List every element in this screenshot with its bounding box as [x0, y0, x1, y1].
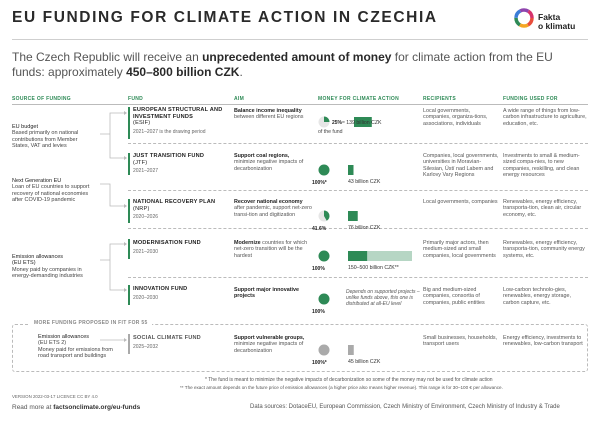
share-label: 25% — [332, 120, 343, 126]
col-money: MONEY FOR CLIMATE ACTION — [318, 96, 399, 102]
source-name2: (EU ETS) — [12, 260, 36, 267]
page-title: EU FUNDING FOR CLIMATE ACTION IN CZECHIA — [12, 9, 438, 26]
fund-abbr: (NRP) — [133, 205, 150, 212]
amount-bar-range — [367, 251, 412, 261]
fund-social — [133, 335, 229, 350]
fund-innovation — [133, 286, 229, 301]
version: VERSION 2022-03-17 LICENCE CC BY 4.0 — [12, 394, 98, 399]
fund-accent — [128, 285, 130, 305]
aim-bold: Support coal regions, — [234, 153, 290, 159]
fund-name: SOCIAL CLIMATE FUND — [133, 335, 201, 341]
aim-bold: Recover national economy — [234, 199, 303, 205]
share-label: 100% — [312, 309, 325, 315]
money-chart — [312, 104, 422, 368]
source-ets2 — [38, 334, 118, 360]
recipients-nrp: Local governments, companies — [423, 199, 498, 205]
aim-rest: after pandemic, support net-zero transi-tion and digitization — [234, 205, 312, 218]
recipients-social: Small businesses, households, transport users — [423, 335, 498, 348]
source-name: Emission allowances — [38, 334, 90, 340]
footnote-1: * The fund is meant to minimize the negative impacts of decarbonization so some of the money may not be used for climate action — [205, 377, 493, 383]
source-ets — [12, 254, 96, 280]
fund-jtf — [133, 153, 229, 174]
footnote-2: ** The exact amount depends on the future price of emission allowances (a higher price also means higher revenue). This range is for 30–100 € per allowance. — [180, 385, 503, 390]
used-esif: A wide range of things from low-carbon infrastructure to agriculture, education, etc. — [503, 108, 587, 127]
aim-bold: Support vulnerable groups, — [234, 335, 305, 341]
fund-years: 2021–2027 — [133, 168, 159, 175]
amount-label: 45 billion CZK — [348, 359, 381, 365]
logo-line1: Fakta — [538, 12, 561, 22]
fund-accent — [128, 199, 130, 223]
aim-bold: Support major innovative projects — [234, 287, 299, 300]
logo-line2: o klimatu — [538, 21, 576, 31]
source-eu-budget — [12, 124, 96, 150]
fund-accent — [128, 107, 130, 139]
fund-nrp — [133, 199, 229, 220]
aim-bold: Balance income inequality — [234, 108, 302, 114]
recipients-innovation: Big and medium-sized companies, consortia of companies, public entities — [423, 287, 485, 306]
share-pie — [319, 165, 330, 176]
aim-modernisation — [234, 240, 314, 259]
fund-years: 2021–2027 is the drawing period — [133, 128, 206, 135]
fund-modernisation — [133, 240, 229, 255]
aim-esif — [234, 108, 312, 121]
fund-years: 2025–2032 — [133, 343, 159, 350]
aim-nrp — [234, 199, 314, 218]
amount-bar — [348, 211, 358, 221]
amount-label: 76 billion CZK — [348, 225, 381, 231]
aim-bold: Modernize — [234, 240, 261, 246]
read-more-label: Read more at — [12, 404, 54, 411]
aim-rest: minimize negative impacts of decarbonization — [234, 159, 304, 172]
col-aim: AIM — [234, 96, 245, 102]
fund-name: JUST TRANSITION FUND — [133, 153, 205, 159]
section-label: MORE FUNDING PROPOSED IN FIT FOR 55 — [30, 320, 152, 326]
source-name2: (EU ETS 2) — [38, 340, 67, 347]
share-pie — [319, 294, 330, 305]
col-recipients: RECIPIENTS — [423, 96, 457, 102]
recipients-modernisation: Primarily major actors, then medium-sized and small companies, local governments — [423, 240, 496, 259]
amount-bar — [348, 165, 354, 175]
amount-label: ≈ 139 billion CZK — [342, 120, 382, 126]
used-innovation: Low-carbon technolo-gies, renewables, energy storage, carbon capture, etc. — [503, 287, 572, 306]
subtitle-b: unprecedented amount of money — [202, 50, 392, 64]
col-fund: FUND — [128, 96, 144, 102]
recipients-jtf: Companies, local governments, universities in Moravian-Silesian, Ústí nad Labem and Karlovy Vary Regions — [423, 153, 499, 179]
esif-note: of the fund — [318, 129, 343, 135]
fund-accent — [128, 153, 130, 175]
source-name: Next Generation EU — [12, 178, 62, 184]
aim-rest: minimize negative impacts of decarbonization — [234, 341, 304, 354]
fund-name: INNOVATION FUND — [133, 286, 188, 292]
source-desc: Loan of EU countries to support recovery of national economies after COVID-19 pandemic — [12, 184, 90, 204]
share-label: 100%* — [312, 360, 327, 366]
read-more — [12, 404, 140, 411]
share-label: 100%* — [312, 180, 327, 186]
source-desc: Money paid by companies in energy-demanding industries — [12, 266, 83, 280]
fund-accent — [128, 334, 130, 354]
subtitle-a: The Czech Republic will receive an — [12, 50, 203, 64]
col-source: SOURCE OF FUNDING — [12, 96, 71, 102]
fund-years: 2020–2026 — [133, 214, 159, 221]
amount-bar — [348, 251, 367, 261]
subtitle-e: . — [239, 65, 243, 79]
aim-jtf — [234, 153, 312, 172]
used-jtf: Investments to small & medium-sized compa-nies, to new companies, reskilling, and clean energy resources — [503, 153, 580, 179]
used-social: Energy efficiency, investments to renewables, low-carbon transport — [503, 335, 583, 348]
share-pie — [324, 117, 330, 123]
col-used: FUNDING USED FOR — [503, 96, 558, 102]
fund-abbr: (ESIF) — [133, 120, 151, 127]
amount-bar — [348, 345, 354, 355]
source-desc: Based primarily on national contributions from Member States, VAT and levies — [12, 130, 79, 150]
aim-social — [234, 335, 314, 354]
share-label: 41.6% — [312, 226, 327, 232]
recipients-esif: Local governments, companies, organiza-tions, associations, individuals — [423, 108, 488, 127]
fund-esif — [133, 107, 229, 135]
source-desc: Money paid for emissions from road transport and buildings — [38, 346, 113, 360]
subtitle-d: 450–800 billion CZK — [126, 65, 240, 79]
aim-rest: between different EU regions — [234, 114, 304, 121]
share-pie — [319, 345, 330, 356]
fund-years: 2021–2030 — [133, 248, 159, 255]
aim-innovation — [234, 287, 314, 300]
used-nrp: Renewables, energy efficiency, transporta-tion, clean air, circular economy, etc. — [503, 199, 582, 218]
data-sources: Data sources: DotaceEU, European Commission, Czech Ministry of Environment, Czech Ministry of Industry & Trade — [250, 404, 560, 410]
used-modernisation: Renewables, energy efficiency, transporta-tion, community energy systems, etc. — [503, 240, 585, 259]
share-pie — [319, 251, 330, 262]
source-name: Emission allowances — [12, 254, 64, 260]
source-name: EU budget — [12, 124, 38, 130]
share-label: 100% — [312, 266, 325, 272]
fund-accent — [128, 239, 130, 259]
fund-years: 2020–2030 — [133, 294, 159, 301]
subtitle-c: for climate action from the EU funds: approximately — [12, 50, 553, 79]
read-more-link[interactable]: factsonclimate.org/eu-funds — [53, 404, 141, 411]
fund-abbr: (JTF) — [133, 159, 148, 166]
amount-label: 43 billion CZK — [348, 179, 381, 185]
amount-label: 150–500 billion CZK** — [348, 265, 399, 271]
innovation-note: Depends on supported projects – unlike funds above, this one is distributed at all-EU level — [346, 289, 420, 307]
fund-name: NATIONAL RECOVERY PLAN — [133, 199, 216, 205]
fund-name: MODERNISATION FUND — [133, 240, 201, 246]
fund-name: EUROPEAN STRUCTURAL AND INVESTMENT FUNDS — [133, 107, 223, 120]
aim-rest: countries for which net-zero transition will be the hardest — [234, 240, 308, 259]
source-next-gen — [12, 178, 98, 204]
